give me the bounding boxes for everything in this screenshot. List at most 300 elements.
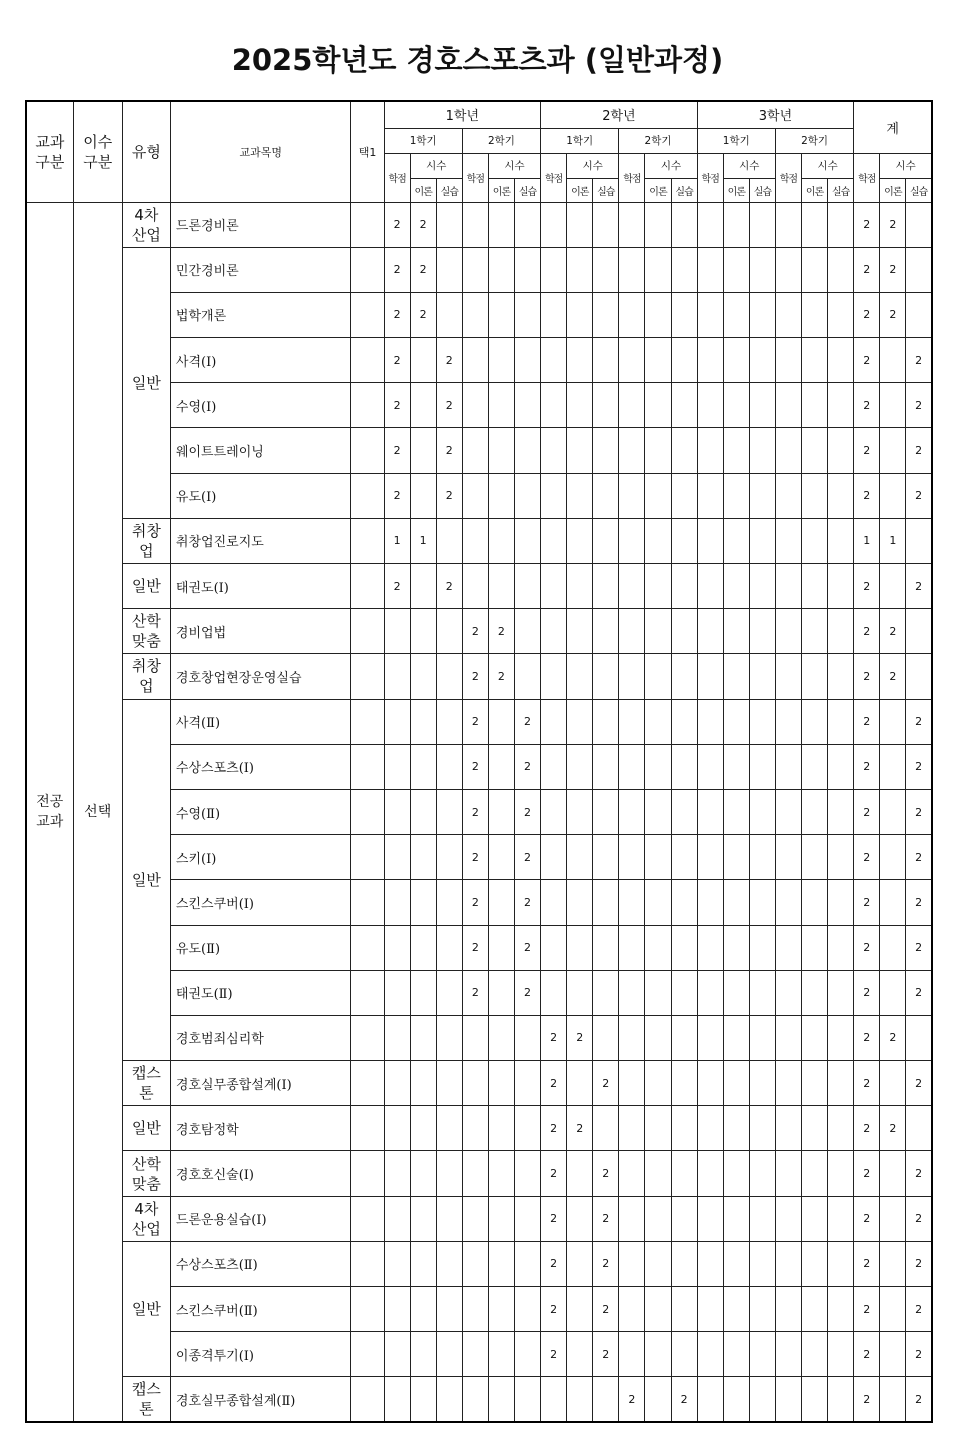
course-type-cell: 일반 [122, 699, 170, 1061]
page-title: 2025학년도 경호스포츠과 (일반과정) [231, 43, 724, 77]
credit-cell [462, 292, 488, 337]
credit-cell [462, 1287, 488, 1332]
elective-cell [351, 338, 384, 383]
practice-cell [749, 383, 775, 428]
theory-cell [410, 1061, 436, 1106]
practice-cell [593, 518, 619, 563]
practice-cell [671, 1106, 697, 1151]
header-semester-2-1: 1학기 [541, 128, 619, 153]
theory-cell [410, 473, 436, 518]
practice-cell [749, 970, 775, 1015]
total-theory-cell: 2 [880, 202, 906, 247]
credit-cell: 2 [462, 970, 488, 1015]
credit-cell [541, 970, 567, 1015]
total-theory-cell [880, 383, 906, 428]
header-credit: 학점 [775, 153, 801, 202]
total-credit-cell: 2 [854, 338, 880, 383]
credit-cell [462, 247, 488, 292]
credit-cell [775, 880, 801, 925]
theory-cell [488, 1106, 514, 1151]
total-credit-cell: 2 [854, 789, 880, 834]
practice-cell [828, 428, 854, 473]
credit-cell [541, 338, 567, 383]
total-theory-cell [880, 925, 906, 970]
course-name: 이종격투기(Ⅰ) [170, 1332, 351, 1377]
theory-cell [645, 925, 671, 970]
practice-cell [828, 473, 854, 518]
header-practice: 실습 [906, 178, 932, 202]
practice-cell [436, 518, 462, 563]
course-type-cell: 4차 산업 [122, 1196, 170, 1241]
credit-cell [775, 925, 801, 970]
total-credit-cell: 2 [854, 1287, 880, 1332]
course-name: 태권도(Ⅰ) [170, 564, 351, 609]
practice-cell [828, 925, 854, 970]
practice-cell [593, 383, 619, 428]
total-theory-cell [880, 970, 906, 1015]
theory-cell [567, 338, 593, 383]
total-credit-cell: 2 [854, 880, 880, 925]
practice-cell: 2 [514, 970, 540, 1015]
credit-cell [697, 925, 723, 970]
credit-cell: 2 [462, 699, 488, 744]
theory-cell: 2 [410, 292, 436, 337]
total-theory-cell: 2 [880, 609, 906, 654]
credit-cell [697, 880, 723, 925]
credit-cell [541, 564, 567, 609]
practice-cell [514, 518, 540, 563]
credit-cell [619, 970, 645, 1015]
total-theory-cell [880, 1287, 906, 1332]
total-theory-cell [880, 835, 906, 880]
header-practice: 실습 [593, 178, 619, 202]
theory-cell [723, 1377, 749, 1422]
practice-cell [514, 1196, 540, 1241]
practice-cell [828, 654, 854, 699]
credit-cell [697, 1106, 723, 1151]
total-practice-cell: 2 [906, 970, 932, 1015]
course-name: 경호실무종합설계(Ⅱ) [170, 1377, 351, 1422]
practice-cell [436, 699, 462, 744]
credit-cell [384, 970, 410, 1015]
practice-cell [514, 1151, 540, 1196]
total-practice-cell: 2 [906, 473, 932, 518]
credit-cell [384, 654, 410, 699]
credit-cell [697, 518, 723, 563]
theory-cell [567, 1196, 593, 1241]
theory-cell [801, 744, 827, 789]
total-theory-cell [880, 789, 906, 834]
total-credit-cell: 2 [854, 609, 880, 654]
theory-cell [801, 609, 827, 654]
practice-cell [593, 428, 619, 473]
theory-cell [567, 699, 593, 744]
credit-cell [541, 473, 567, 518]
elective-cell [351, 925, 384, 970]
credit-cell [541, 609, 567, 654]
practice-cell [593, 835, 619, 880]
header-credit: 학점 [462, 153, 488, 202]
practice-cell [514, 564, 540, 609]
total-credit-cell: 2 [854, 1015, 880, 1060]
practice-cell [671, 202, 697, 247]
theory-cell [488, 1332, 514, 1377]
theory-cell [567, 970, 593, 1015]
credit-cell [384, 1061, 410, 1106]
credit-cell [462, 1377, 488, 1422]
theory-cell [488, 789, 514, 834]
theory-cell [801, 564, 827, 609]
practice-cell: 2 [593, 1196, 619, 1241]
header-elective: 택1 [351, 101, 384, 202]
header-hours: 시수 [645, 153, 697, 178]
practice-cell: 2 [593, 1151, 619, 1196]
theory-cell [410, 1287, 436, 1332]
course-name: 수상스포츠(Ⅱ) [170, 1241, 351, 1286]
header-year-1: 1학년 [384, 101, 541, 128]
practice-cell [749, 338, 775, 383]
total-practice-cell [906, 292, 932, 337]
theory-cell [723, 880, 749, 925]
practice-cell [593, 925, 619, 970]
credit-cell: 2 [541, 1061, 567, 1106]
theory-cell [645, 247, 671, 292]
credit-cell [541, 202, 567, 247]
total-theory-cell [880, 1151, 906, 1196]
curriculum-table [25, 100, 933, 1423]
theory-cell [645, 699, 671, 744]
header-hours: 시수 [567, 153, 619, 178]
theory-cell [723, 970, 749, 1015]
theory-cell [645, 428, 671, 473]
header-semester-1-2: 2학기 [462, 128, 540, 153]
credit-cell [619, 609, 645, 654]
practice-cell [593, 473, 619, 518]
theory-cell [488, 1241, 514, 1286]
elective-cell [351, 654, 384, 699]
header-subject-name: 교과목명 [170, 101, 351, 202]
credit-cell [462, 1241, 488, 1286]
total-credit-cell: 2 [854, 1332, 880, 1377]
theory-cell [645, 1106, 671, 1151]
theory-cell [567, 473, 593, 518]
credit-cell [619, 518, 645, 563]
course-name: 수영(Ⅰ) [170, 383, 351, 428]
theory-cell [645, 1287, 671, 1332]
table-row [26, 1061, 932, 1106]
credit-cell [775, 518, 801, 563]
practice-cell: 2 [593, 1061, 619, 1106]
theory-cell [723, 789, 749, 834]
header-completion-category: 이수 구분 [73, 101, 122, 202]
total-practice-cell [906, 518, 932, 563]
course-type-cell: 일반 [122, 247, 170, 518]
theory-cell: 2 [567, 1015, 593, 1060]
theory-cell [567, 1061, 593, 1106]
theory-cell [801, 473, 827, 518]
credit-cell [775, 564, 801, 609]
practice-cell [671, 473, 697, 518]
elective-cell [351, 699, 384, 744]
course-type-cell: 일반 [122, 1241, 170, 1377]
theory-cell [567, 609, 593, 654]
practice-cell [593, 699, 619, 744]
theory-cell [410, 564, 436, 609]
credit-cell [697, 473, 723, 518]
credit-cell: 2 [541, 1287, 567, 1332]
credit-cell [619, 880, 645, 925]
practice-cell [514, 1061, 540, 1106]
total-theory-cell [880, 473, 906, 518]
practice-cell [514, 609, 540, 654]
total-theory-cell [880, 1241, 906, 1286]
elective-cell [351, 1332, 384, 1377]
practice-cell [671, 880, 697, 925]
credit-cell [462, 338, 488, 383]
total-credit-cell: 2 [854, 925, 880, 970]
theory-cell [488, 247, 514, 292]
elective-cell [351, 564, 384, 609]
header-practice: 실습 [514, 178, 540, 202]
header-practice: 실습 [828, 178, 854, 202]
theory-cell [410, 789, 436, 834]
elective-cell [351, 609, 384, 654]
theory-cell [723, 1151, 749, 1196]
credit-cell [384, 880, 410, 925]
course-name: 경호호신술(Ⅰ) [170, 1151, 351, 1196]
credit-cell [384, 1377, 410, 1422]
credit-cell [697, 970, 723, 1015]
theory-cell [567, 880, 593, 925]
practice-cell [514, 247, 540, 292]
practice-cell [671, 789, 697, 834]
credit-cell [697, 338, 723, 383]
credit-cell [384, 925, 410, 970]
header-semester-3-2: 2학기 [775, 128, 853, 153]
total-practice-cell: 2 [906, 1377, 932, 1422]
course-name: 스킨스쿠버(Ⅰ) [170, 880, 351, 925]
practice-cell: 2 [514, 789, 540, 834]
credit-cell [619, 1287, 645, 1332]
practice-cell: 2 [436, 473, 462, 518]
header-type: 유형 [122, 101, 170, 202]
theory-cell [567, 292, 593, 337]
practice-cell [749, 473, 775, 518]
credit-cell [775, 1015, 801, 1060]
theory-cell [645, 609, 671, 654]
theory-cell [488, 1196, 514, 1241]
theory-cell [645, 292, 671, 337]
theory-cell [723, 383, 749, 428]
credit-cell [462, 1015, 488, 1060]
course-name: 취창업진로지도 [170, 518, 351, 563]
theory-cell [488, 925, 514, 970]
credit-cell [697, 1287, 723, 1332]
elective-cell [351, 1061, 384, 1106]
theory-cell [488, 744, 514, 789]
practice-cell [828, 880, 854, 925]
credit-cell [619, 744, 645, 789]
credit-cell [462, 1151, 488, 1196]
theory-cell [488, 292, 514, 337]
practice-cell [828, 338, 854, 383]
credit-cell [775, 1287, 801, 1332]
credit-cell: 2 [462, 880, 488, 925]
credit-cell [697, 1377, 723, 1422]
credit-cell [384, 835, 410, 880]
practice-cell: 2 [514, 835, 540, 880]
theory-cell [410, 1377, 436, 1422]
course-name: 유도(Ⅱ) [170, 925, 351, 970]
practice-cell [749, 835, 775, 880]
theory-cell [567, 1287, 593, 1332]
practice-cell: 2 [514, 699, 540, 744]
theory-cell [488, 1061, 514, 1106]
theory-cell [801, 518, 827, 563]
credit-cell [619, 292, 645, 337]
theory-cell [723, 835, 749, 880]
theory-cell [801, 1151, 827, 1196]
practice-cell [828, 1241, 854, 1286]
practice-cell [514, 1377, 540, 1422]
header-theory: 이론 [567, 178, 593, 202]
theory-cell: 2 [410, 202, 436, 247]
theory-cell [488, 1377, 514, 1422]
theory-cell [801, 925, 827, 970]
practice-cell [749, 1196, 775, 1241]
practice-cell [514, 1241, 540, 1286]
credit-cell: 2 [541, 1332, 567, 1377]
practice-cell [671, 292, 697, 337]
practice-cell [436, 880, 462, 925]
theory-cell [488, 473, 514, 518]
practice-cell: 2 [514, 880, 540, 925]
credit-cell [775, 428, 801, 473]
credit-cell [462, 518, 488, 563]
course-name: 경호범죄심리학 [170, 1015, 351, 1060]
header-hours: 시수 [880, 153, 932, 178]
total-practice-cell: 2 [906, 338, 932, 383]
practice-cell [514, 1287, 540, 1332]
total-theory-cell: 2 [880, 1015, 906, 1060]
practice-cell [671, 338, 697, 383]
elective-cell [351, 1377, 384, 1422]
practice-cell [828, 518, 854, 563]
theory-cell [567, 925, 593, 970]
theory-cell [723, 202, 749, 247]
elective-cell [351, 970, 384, 1015]
credit-cell [462, 1332, 488, 1377]
practice-cell [436, 292, 462, 337]
practice-cell [514, 292, 540, 337]
theory-cell [723, 1196, 749, 1241]
total-credit-cell: 2 [854, 1106, 880, 1151]
practice-cell [828, 1015, 854, 1060]
theory-cell [723, 925, 749, 970]
practice-cell [436, 1196, 462, 1241]
theory-cell [488, 1015, 514, 1060]
credit-cell [541, 699, 567, 744]
credit-cell [697, 1061, 723, 1106]
credit-cell [697, 383, 723, 428]
practice-cell [514, 428, 540, 473]
elective-cell [351, 880, 384, 925]
total-practice-cell [906, 1106, 932, 1151]
total-theory-cell [880, 1061, 906, 1106]
total-practice-cell: 2 [906, 789, 932, 834]
credit-cell [775, 202, 801, 247]
elective-cell [351, 789, 384, 834]
practice-cell [436, 1332, 462, 1377]
course-name: 경호실무종합설계(Ⅰ) [170, 1061, 351, 1106]
credit-cell [384, 699, 410, 744]
theory-cell [801, 835, 827, 880]
header-hours: 시수 [723, 153, 775, 178]
credit-cell: 2 [462, 609, 488, 654]
credit-cell: 2 [384, 564, 410, 609]
practice-cell [593, 654, 619, 699]
theory-cell [410, 880, 436, 925]
practice-cell [749, 880, 775, 925]
credit-cell [462, 1196, 488, 1241]
total-practice-cell [906, 247, 932, 292]
theory-cell [645, 1015, 671, 1060]
credit-cell: 2 [541, 1241, 567, 1286]
theory-cell [488, 880, 514, 925]
credit-cell [697, 564, 723, 609]
theory-cell [723, 1061, 749, 1106]
credit-cell [775, 1332, 801, 1377]
practice-cell [828, 564, 854, 609]
credit-cell [697, 835, 723, 880]
total-theory-cell [880, 1196, 906, 1241]
theory-cell [801, 338, 827, 383]
header-practice: 실습 [671, 178, 697, 202]
theory-cell [801, 202, 827, 247]
theory-cell [723, 428, 749, 473]
practice-cell [593, 1106, 619, 1151]
credit-cell [619, 1196, 645, 1241]
header-semester-3-1: 1학기 [697, 128, 775, 153]
theory-cell [645, 383, 671, 428]
credit-cell [697, 1196, 723, 1241]
practice-cell [749, 654, 775, 699]
total-practice-cell: 2 [906, 383, 932, 428]
credit-cell [541, 744, 567, 789]
course-name: 사격(Ⅰ) [170, 338, 351, 383]
total-credit-cell: 2 [854, 292, 880, 337]
course-name: 수영(Ⅱ) [170, 789, 351, 834]
practice-cell [514, 654, 540, 699]
theory-cell [645, 473, 671, 518]
credit-cell [619, 654, 645, 699]
practice-cell [514, 473, 540, 518]
credit-cell [775, 744, 801, 789]
credit-cell: 2 [384, 383, 410, 428]
theory-cell [801, 880, 827, 925]
practice-cell [593, 609, 619, 654]
total-credit-cell: 2 [854, 383, 880, 428]
practice-cell [514, 1106, 540, 1151]
theory-cell [410, 1332, 436, 1377]
credit-cell [697, 247, 723, 292]
theory-cell [488, 202, 514, 247]
practice-cell [671, 518, 697, 563]
course-name: 스키(Ⅰ) [170, 835, 351, 880]
course-type-cell: 산학 맞춤 [122, 1151, 170, 1196]
theory-cell [801, 428, 827, 473]
theory-cell [410, 1106, 436, 1151]
